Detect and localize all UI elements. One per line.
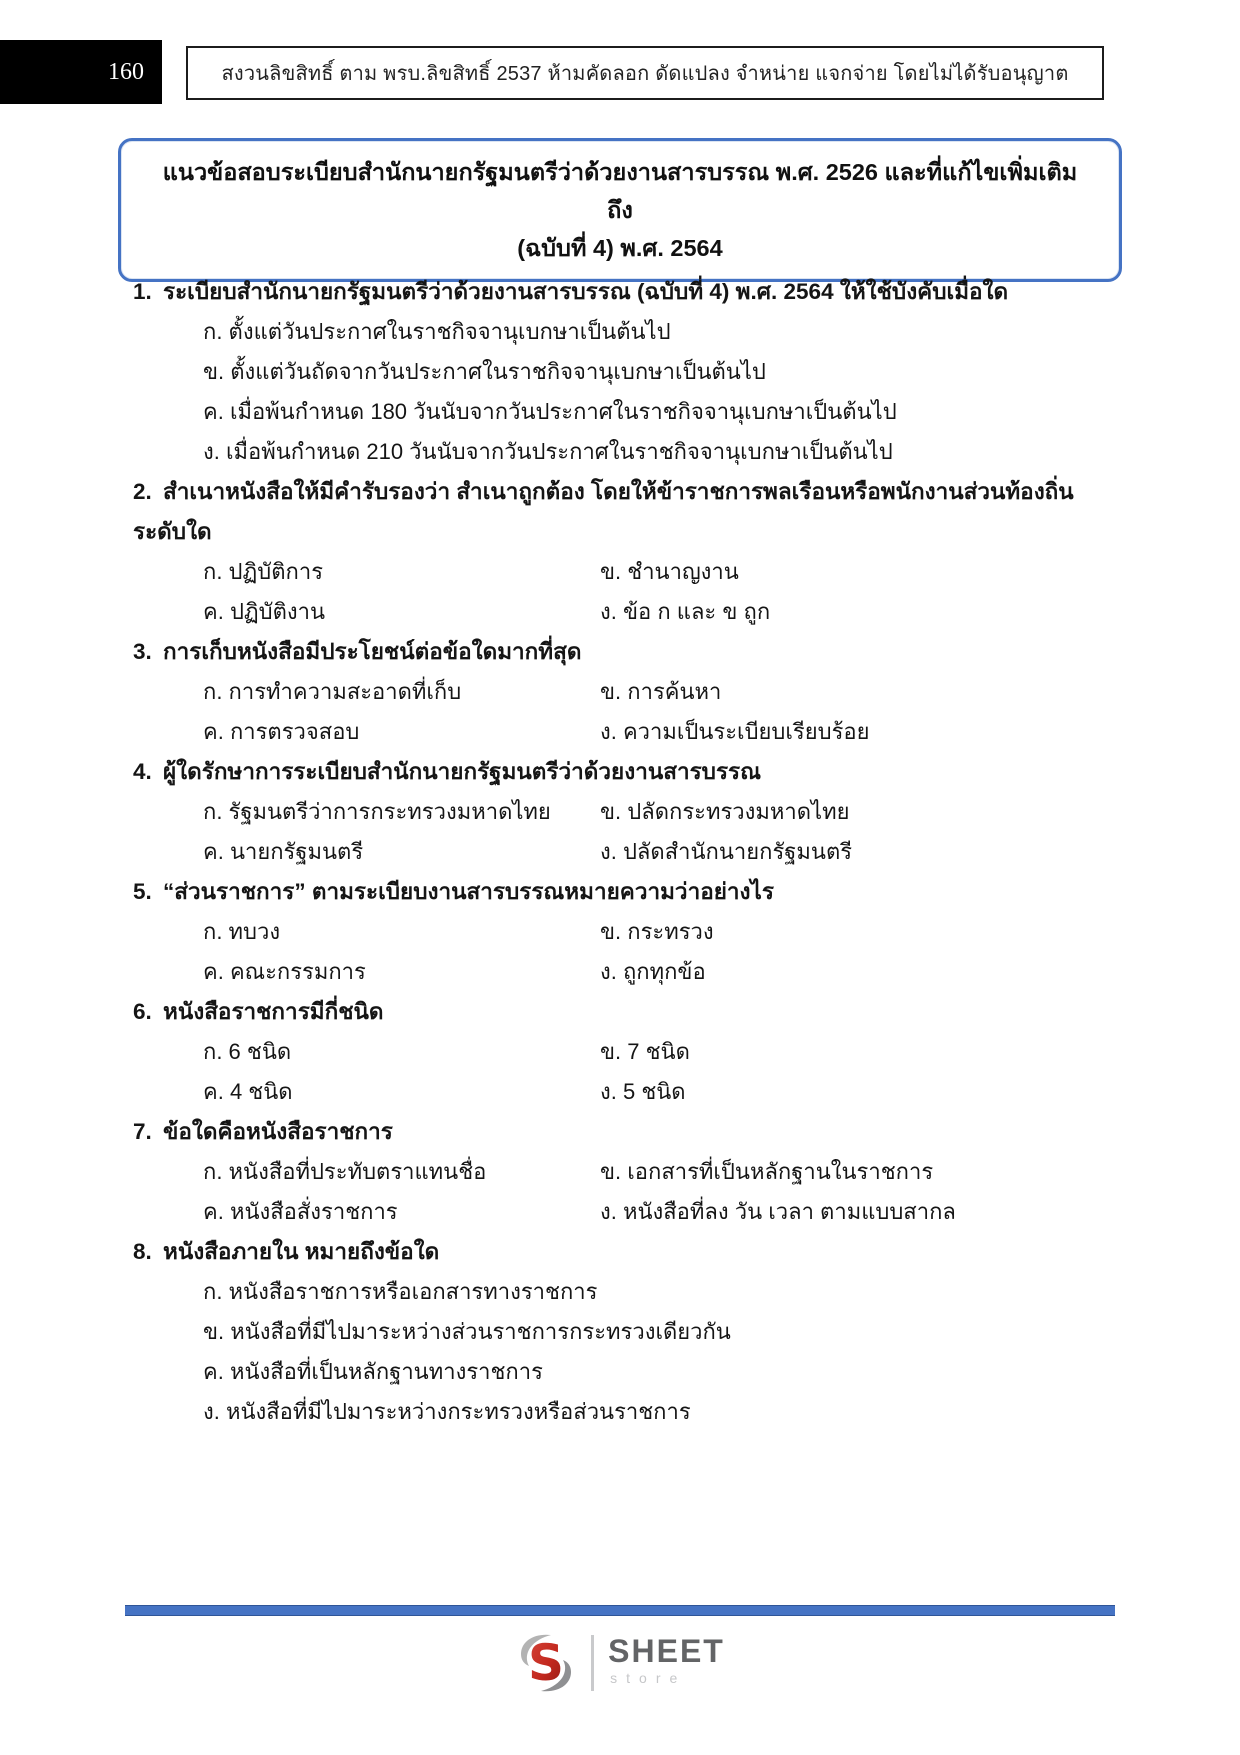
question-2 [133, 472, 1110, 632]
question-list [133, 272, 1110, 1432]
option-ko: ก. ปฏิบัติการ [203, 559, 324, 584]
question-4-text: 4. ผู้ใดรักษาการระเบียบสำนักนายกรัฐมนตรีว่าด้วยงานสารบรรณ [133, 752, 1110, 792]
option-kho: ข. 7 ชนิด [600, 1039, 690, 1064]
sheet-store-logo [0, 1632, 1240, 1694]
question-6-options [133, 1032, 1110, 1112]
option-ngo: ง. เมื่อพ้นกำหนด 210 วันนับจากวันประกาศในราชกิจจานุเบกษาเป็นต้นไป [203, 439, 893, 464]
question-2-options [133, 552, 1110, 632]
option-ko: ก. ตั้งแต่วันประกาศในราชกิจจานุเบกษาเป็นต้นไป [203, 319, 671, 344]
option-ngo: ง. 5 ชนิด [600, 1079, 686, 1104]
question-3-number: 3. [133, 639, 152, 664]
sheet-store-s-icon [515, 1632, 577, 1694]
option-kho: ข. หนังสือที่มีไปมาระหว่างส่วนราชการกระทรวงเดียวกัน [203, 1319, 731, 1344]
question-2-number: 2. [133, 479, 152, 504]
exam-title-box [118, 138, 1122, 282]
question-1 [133, 272, 1110, 472]
question-1-text: 1. ระเบียบสำนักนายกรัฐมนตรีว่าด้วยงานสารบรรณ (ฉบับที่ 4) พ.ศ. 2564 ให้ใช้บังคับเมื่อใด [133, 272, 1110, 312]
question-7-number: 7. [133, 1119, 152, 1144]
question-3-options [133, 672, 1110, 752]
question-4-number: 4. [133, 759, 152, 784]
question-2-text: 2. สำเนาหนังสือให้มีคำรับรองว่า สำเนาถูกต้อง โดยให้ข้าราชการพลเรือนหรือพนักงานส่วนท้องถิ่น ระดับใด [133, 472, 1110, 552]
page-number-box [0, 40, 162, 104]
question-6 [133, 992, 1110, 1112]
question-6-number: 6. [133, 999, 152, 1024]
option-kho2: ค. คณะกรรมการ [203, 959, 366, 984]
logo-name: SHEET [608, 1633, 725, 1669]
question-6-text: 6. หนังสือราชการมีกี่ชนิด [133, 992, 1110, 1032]
option-ngo: ง. หนังสือที่ลง วัน เวลา ตามแบบสากล [600, 1199, 956, 1224]
option-kho: ข. การค้นหา [600, 679, 722, 704]
option-kho2: ค. การตรวจสอบ [203, 719, 360, 744]
option-kho: ข. ปลัดกระทรวงมหาดไทย [600, 799, 850, 824]
question-7-text: 7. ข้อใดคือหนังสือราชการ [133, 1112, 1110, 1152]
question-1-options [133, 312, 1110, 472]
option-kho2: ค. เมื่อพ้นกำหนด 180 วันนับจากวันประกาศในราชกิจจานุเบกษาเป็นต้นไป [203, 399, 897, 424]
svg-text:S: S [528, 1634, 565, 1692]
option-kho2: ค. หนังสือที่เป็นหลักฐานทางราชการ [203, 1359, 543, 1384]
question-8-options [133, 1272, 1110, 1432]
option-ko: ก. หนังสือที่ประทับตราแทนชื่อ [203, 1159, 487, 1184]
copyright-notice-text: สงวนลิขสิทธิ์ ตาม พรบ.ลิขสิทธิ์ 2537 ห้ามคัดลอก ดัดแปลง จำหน่าย แจกจ่าย โดยไม่ได้รับอนุญาต [221, 63, 1069, 85]
question-3 [133, 632, 1110, 752]
option-ngo: ง. ข้อ ก และ ข ถูก [600, 599, 771, 624]
page-number: 160 [108, 58, 144, 85]
option-ngo: ง. ถูกทุกข้อ [600, 959, 706, 984]
option-ngo: ง. ปลัดสำนักนายกรัฐมนตรี [600, 839, 853, 864]
question-8-number: 8. [133, 1239, 152, 1264]
question-5-text: 5. “ส่วนราชการ” ตามระเบียบงานสารบรรณหมายความว่าอย่างไร [133, 872, 1110, 912]
question-5-number: 5. [133, 879, 152, 904]
question-8-text: 8. หนังสือภายใน หมายถึงข้อใด [133, 1232, 1110, 1272]
option-ngo: ง. ความเป็นระเบียบเรียบร้อย [600, 719, 870, 744]
option-ko: ก. รัฐมนตรีว่าการกระทรวงมหาดไทย [203, 799, 551, 824]
question-5-options [133, 912, 1110, 992]
option-ko: ก. ทบวง [203, 919, 281, 944]
question-7-options [133, 1152, 1110, 1232]
question-8 [133, 1232, 1110, 1432]
question-4 [133, 752, 1110, 872]
option-kho: ข. กระทรวง [600, 919, 714, 944]
option-kho2: ค. หนังสือสั่งราชการ [203, 1199, 398, 1224]
option-kho: ข. ตั้งแต่วันถัดจากวันประกาศในราชกิจจานุเบกษาเป็นต้นไป [203, 359, 766, 384]
question-3-text: 3. การเก็บหนังสือมีประโยชน์ต่อข้อใดมากที่สุด [133, 632, 1110, 672]
option-kho: ข. ชำนาญงาน [600, 559, 739, 584]
option-ko: ก. การทำความสะอาดที่เก็บ [203, 679, 462, 704]
option-kho2: ค. นายกรัฐมนตรี [203, 839, 364, 864]
copyright-notice-box [186, 46, 1104, 100]
question-5 [133, 872, 1110, 992]
logo-subname: store [610, 1670, 687, 1686]
option-kho2: ค. 4 ชนิด [203, 1079, 293, 1104]
option-kho: ข. เอกสารที่เป็นหลักฐานในราชการ [600, 1159, 934, 1184]
footer-divider-bar [125, 1605, 1115, 1616]
logo-separator [591, 1635, 594, 1691]
option-kho2: ค. ปฏิบัติงาน [203, 599, 326, 624]
exam-title-line1: แนวข้อสอบระเบียบสำนักนายกรัฐมนตรีว่าด้วยงานสารบรรณ พ.ศ. 2526 และที่แก้ไขเพิ่มเติมถึง [162, 159, 1078, 223]
option-ngo: ง. หนังสือที่มีไปมาระหว่างกระทรวงหรือส่วนราชการ [203, 1399, 691, 1424]
option-ko: ก. 6 ชนิด [203, 1039, 292, 1064]
logo-text [608, 1632, 725, 1686]
option-ko: ก. หนังสือราชการหรือเอกสารทางราชการ [203, 1279, 598, 1304]
question-4-options [133, 792, 1110, 872]
question-7 [133, 1112, 1110, 1232]
question-1-number: 1. [133, 279, 152, 304]
exam-title-line2: (ฉบับที่ 4) พ.ศ. 2564 [517, 235, 723, 261]
